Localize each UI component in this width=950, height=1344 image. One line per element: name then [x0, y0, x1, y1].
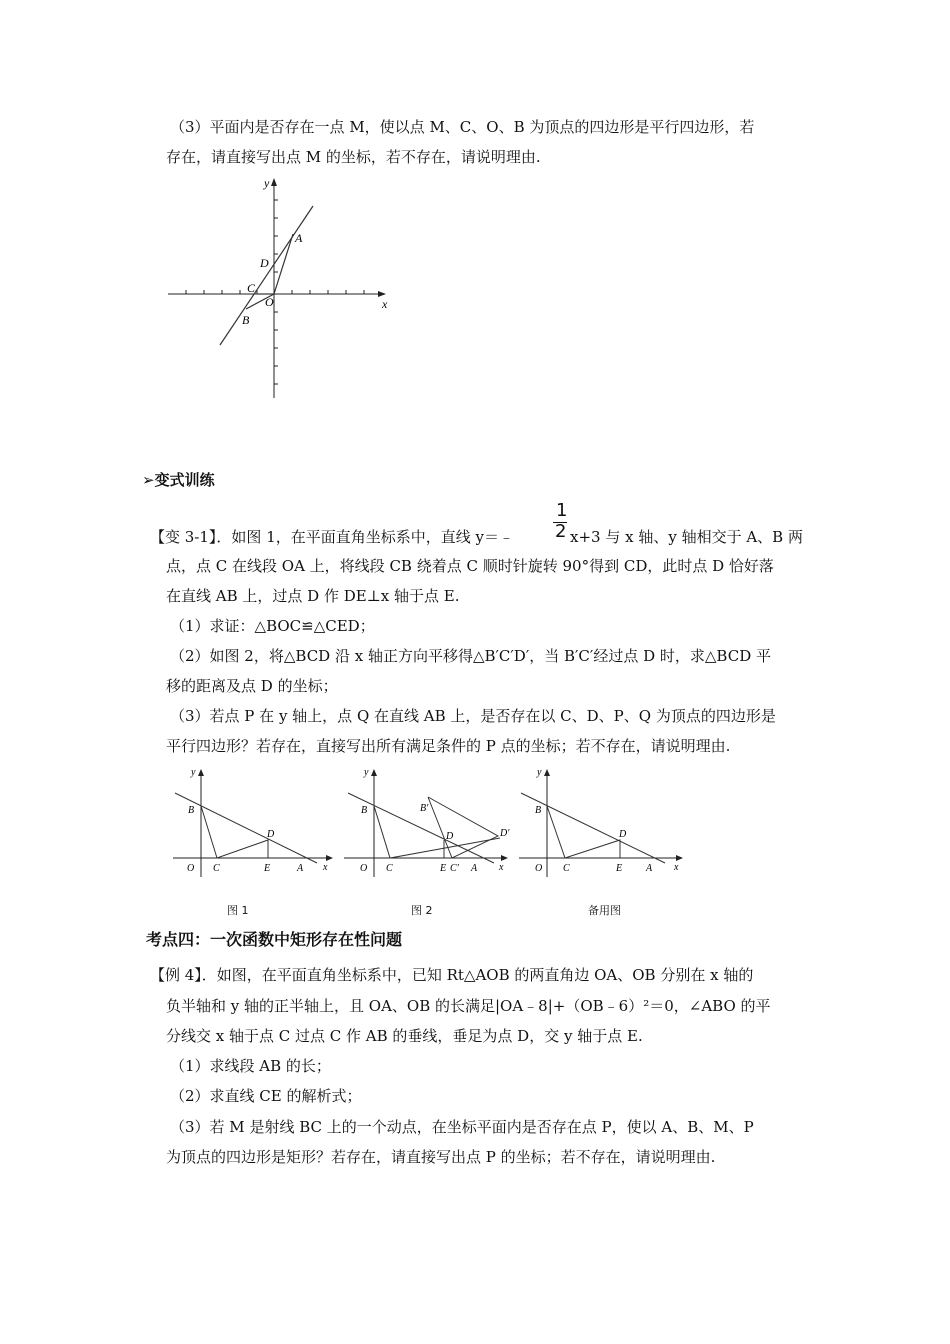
f2-label-e: E	[440, 863, 447, 874]
f1-label-b: B	[188, 805, 195, 816]
f1-label-x: x	[323, 862, 328, 873]
f3-label-d: D	[619, 829, 627, 840]
f2-label-o: O	[360, 863, 368, 874]
f3-label-b: B	[535, 805, 542, 816]
f2-label-bprime: B′	[420, 803, 429, 814]
f3-label-o: O	[535, 863, 543, 874]
q3-line-2: 存在，请直接写出点 M 的坐标，若不存在，请说明理由.	[166, 148, 541, 166]
label-d: D	[260, 256, 269, 270]
caption-figure-1: 图 1	[227, 904, 249, 917]
example-4-line-2: 负半轴和 y 轴的正半轴上，且 OA、OB 的长满足|OA﹣8|+（OB﹣6）²＝0，∠ABO 的平	[166, 997, 771, 1015]
variant-line-1: 【变 3-1】．如图 1，在平面直角坐标系中，直线 y＝﹣	[150, 528, 514, 546]
f2-label-c: C	[386, 863, 393, 874]
variant-q2-line-1: （2）如图 2，将△BCD 沿 x 轴正方向平移得△B′C′D′，当 B′C′经过点 D 时，求△BCD 平	[170, 647, 771, 665]
variant-line-1b: x+3 与 x 轴、y 轴相交于 A、B 两	[570, 528, 803, 546]
label-y: y	[264, 176, 270, 190]
example-4-line-1: 【例 4】．如图，在平面直角坐标系中，已知 Rt△AOB 的两直角边 OA、OB 分别在 x 轴的	[150, 966, 754, 984]
example-4-q3-line-1: （3）若 M 是射线 BC 上的一个动点，在坐标平面内是否存在点 P，使以 A、B、M、P	[170, 1118, 754, 1136]
q3-line-1: （3）平面内是否存在一点 M，使以点 M、C、O、B 为顶点的四边形是平行四边形，若	[170, 118, 755, 136]
example-4-q2: （2）求直线 CE 的解析式；	[170, 1087, 362, 1105]
line-ab-extended	[220, 206, 313, 345]
f1-label-a: A	[297, 863, 304, 874]
label-o: O	[265, 295, 274, 309]
f3-label-a: A	[646, 863, 653, 874]
figure-spare	[515, 765, 687, 880]
f3-label-c: C	[563, 863, 570, 874]
figure-1	[165, 765, 335, 880]
f3-label-x: x	[674, 862, 679, 873]
f1-label-e: E	[264, 863, 271, 874]
f2-label-a: A	[471, 863, 478, 874]
f1-label-c: C	[213, 863, 220, 874]
variant-line-3: 在直线 AB 上，过点 D 作 DE⊥x 轴于点 E.	[166, 587, 460, 605]
variant-q2-line-2: 移的距离及点 D 的坐标；	[166, 677, 338, 695]
fraction-denominator: 2	[555, 521, 567, 542]
example-4-q3-line-2: 为顶点的四边形是矩形？若存在，请直接写出点 P 的坐标；若不存在，请说明理由.	[166, 1148, 716, 1166]
f1-label-y: y	[191, 767, 196, 778]
f1-label-d: D	[267, 829, 275, 840]
label-a: A	[295, 231, 303, 245]
label-c: C	[247, 281, 256, 295]
segment-oa	[274, 234, 293, 294]
f3-label-y: y	[537, 767, 542, 778]
variant-q3-line-1: （3）若点 P 在 y 轴上，点 Q 在直线 AB 上，是否存在以 C、D、P、Q 为顶点的四边形是	[170, 707, 776, 725]
f2-label-y: y	[364, 767, 369, 778]
coordinate-figure	[160, 172, 400, 407]
section-variant-heading: ➢变式训练	[142, 471, 215, 489]
caption-spare-figure: 备用图	[588, 904, 621, 917]
section-4-title: 考点四：一次函数中矩形存在性问题	[146, 930, 403, 949]
variant-q3-line-2: 平行四边形？若存在，直接写出所有满足条件的 P 点的坐标；若不存在，请说明理由.	[166, 737, 731, 755]
y-axis-arrow	[271, 178, 277, 186]
f1-label-o: O	[187, 863, 195, 874]
caption-figure-2: 图 2	[411, 904, 433, 917]
f3-label-e: E	[616, 863, 623, 874]
f2-label-x: x	[499, 862, 504, 873]
label-b: B	[242, 313, 250, 327]
label-x: x	[382, 297, 388, 311]
example-4-q1: （1）求线段 AB 的长；	[170, 1057, 331, 1075]
fraction-numerator: 1	[556, 500, 568, 521]
figure-2	[340, 765, 515, 880]
example-4-line-3: 分线交 x 轴于点 C 过点 C 作 AB 的垂线，垂足为点 D，交 y 轴于点 E.	[166, 1027, 643, 1045]
f2-label-dprime: D′	[500, 828, 510, 839]
f2-label-d: D	[446, 831, 454, 842]
variant-line-2: 点，点 C 在线段 OA 上，将线段 CB 绕着点 C 顺时针旋转 90°得到 CD，此时点 D 恰好落	[166, 557, 774, 575]
f2-label-cprime: C′	[450, 863, 459, 874]
variant-q1: （1）求证：△BOC≌△CED；	[170, 617, 375, 635]
f2-label-b: B	[361, 805, 368, 816]
